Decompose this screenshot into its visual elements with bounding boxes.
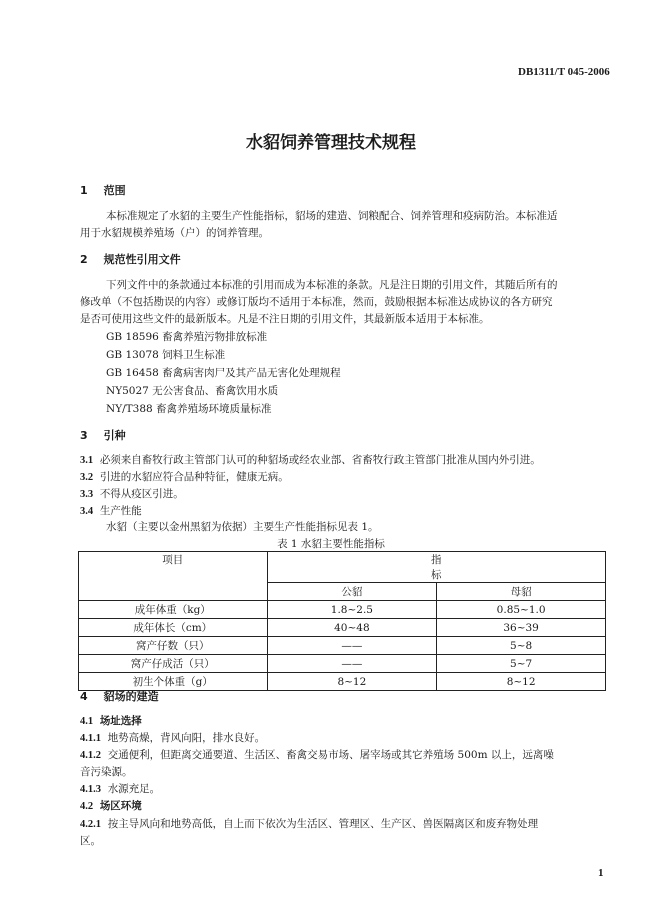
table-row <box>79 601 606 619</box>
document-number: DB1311/T 045-2006 <box>518 66 610 78</box>
cell-item: 成年体重（kg） <box>79 601 268 619</box>
clause-4-1 <box>80 713 142 728</box>
section-2-heading <box>80 251 181 267</box>
cell-male: 40~48 <box>267 619 437 637</box>
cell-item: 窝产仔成活（只） <box>79 655 268 673</box>
header-index-char1: 指 <box>431 554 442 566</box>
clause-3-3 <box>80 486 184 501</box>
clause-text: 场址选择 <box>99 715 142 727</box>
table-row <box>79 655 606 673</box>
performance-table <box>78 551 606 691</box>
clause-text: 水源充足。 <box>107 783 161 795</box>
clause-number: 4.2 <box>80 801 94 812</box>
paragraph-line: 是否可使用这些文件的最新版本。凡是不注日期的引用文件，其最新版本适用于本标准。 <box>80 313 490 325</box>
page-title: 水貂饲养管理技术规程 <box>246 133 416 153</box>
clause-number: 4.2.1 <box>80 819 101 830</box>
header-male: 公貂 <box>267 583 437 601</box>
clause-3-2 <box>80 469 289 484</box>
clause-text: 交通便利，但距离交通要道、生活区、畜禽交易市场、屠宰场或其它养殖场 500m 以上，远离噪 <box>107 749 554 761</box>
table-caption: 表 1 水貂主要性能指标 <box>277 538 385 550</box>
paragraph-line: 用于水貂规模养殖场（户）的饲养管理。 <box>80 227 269 239</box>
paragraph-line: 本标准规定了水貂的主要生产性能指标，貂场的建造、饲粮配合、饲养管理和疫病防治。本标准适 <box>106 210 558 222</box>
cell-male: 8~12 <box>267 673 437 691</box>
table-row <box>79 637 606 655</box>
cell-female: 5~7 <box>437 655 606 673</box>
clause-4-1-1 <box>80 730 265 745</box>
header-index <box>267 552 605 583</box>
table-row <box>79 619 606 637</box>
section-number: 1 <box>80 184 88 197</box>
cell-male: —— <box>267 637 437 655</box>
paragraph-line: 水貂（主要以金州黑貂为依据）主要生产性能指标见表 1。 <box>106 521 379 533</box>
header-item: 项目 <box>79 552 268 601</box>
clause-text: 不得从疫区引进。 <box>99 488 184 500</box>
section-number: 4 <box>80 690 88 703</box>
cell-female: 0.85~1.0 <box>437 601 606 619</box>
cell-female: 36~39 <box>437 619 606 637</box>
section-title: 貂场的建造 <box>103 690 159 703</box>
reference-item: GB 13078 饲料卫生标准 <box>106 349 226 361</box>
clause-number: 4.1.2 <box>80 750 101 761</box>
page-number: 1 <box>598 867 604 879</box>
header-female: 母貂 <box>437 583 606 601</box>
paragraph-line: 音污染源。 <box>80 766 133 778</box>
cell-item: 窝产仔数（只） <box>79 637 268 655</box>
cell-female: 8~12 <box>437 673 606 691</box>
section-title: 引种 <box>103 429 126 442</box>
section-1-heading <box>80 182 126 198</box>
cell-male: —— <box>267 655 437 673</box>
clause-text: 按主导风向和地势高低，自上而下依次为生活区、管理区、生产区、兽医隔离区和废弃物处理 <box>107 818 539 830</box>
section-title: 规范性引用文件 <box>103 253 181 266</box>
table-header-row <box>79 552 606 583</box>
clause-number: 3.3 <box>80 489 94 500</box>
reference-item: GB 16458 畜禽病害肉尸及其产品无害化处理规程 <box>106 367 341 379</box>
clause-4-2 <box>80 798 142 813</box>
paragraph-line: 修改单（不包括勘误的内容）或修订版均不适用于本标准，然而，鼓励根据本标准达成协议的各方研究 <box>80 296 553 308</box>
reference-item: GB 18596 畜禽养殖污物排放标准 <box>106 331 268 343</box>
section-number: 2 <box>80 253 88 266</box>
clause-text: 引进的水貂应符合品种特征，健康无病。 <box>99 471 289 483</box>
cell-item: 初生个体重（g） <box>79 673 268 691</box>
clause-4-1-2 <box>80 747 554 762</box>
reference-item: NY/T388 畜禽养殖场环境质量标准 <box>106 403 272 415</box>
clause-4-2-1 <box>80 816 538 831</box>
clause-number: 3.1 <box>80 455 94 466</box>
section-3-heading <box>80 427 126 443</box>
section-title: 范围 <box>103 184 126 197</box>
clause-4-1-3 <box>80 781 160 796</box>
clause-text: 场区环境 <box>99 800 142 812</box>
header-index-char2: 标 <box>431 569 442 581</box>
section-number: 3 <box>80 429 88 442</box>
clause-number: 3.4 <box>80 506 94 517</box>
clause-text: 生产性能 <box>99 505 142 517</box>
clause-number: 4.1 <box>80 716 94 727</box>
paragraph-line: 下列文件中的条款通过本标准的引用而成为本标准的条款。凡是注日期的引用文件，其随后所有的 <box>106 279 558 291</box>
cell-male: 1.8~2.5 <box>267 601 437 619</box>
clause-text: 必须来自畜牧行政主管部门认可的种貂场或经农业部、省畜牧行政主管部门批准从国内外引进。 <box>99 454 541 466</box>
clause-3-4 <box>80 503 142 518</box>
cell-item: 成年体长（cm） <box>79 619 268 637</box>
clause-text: 地势高燥，背风向阳，排水良好。 <box>107 732 266 744</box>
section-4-heading <box>80 688 159 704</box>
clause-3-1 <box>80 452 541 467</box>
paragraph-line: 区。 <box>80 835 101 847</box>
reference-item: NY5027 无公害食品、畜禽饮用水质 <box>106 385 279 397</box>
cell-female: 5~8 <box>437 637 606 655</box>
clause-number: 4.1.3 <box>80 784 101 795</box>
clause-number: 3.2 <box>80 472 94 483</box>
clause-number: 4.1.1 <box>80 733 101 744</box>
